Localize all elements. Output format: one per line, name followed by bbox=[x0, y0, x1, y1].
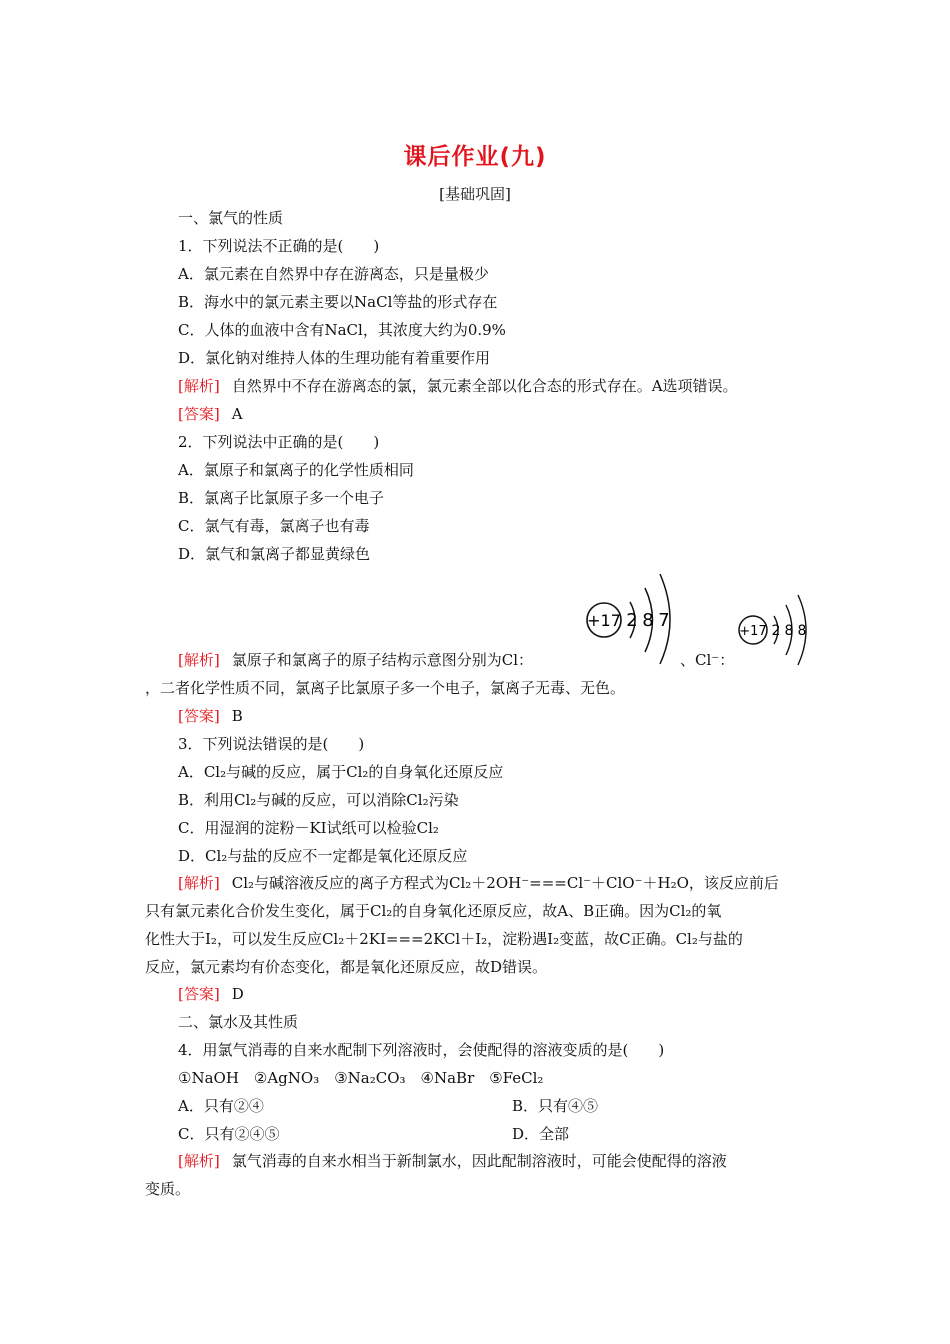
option-c: C．氯气有毒，氯离子也有毒 bbox=[178, 517, 370, 535]
analysis-tag: [解析] bbox=[178, 1152, 220, 1170]
analysis-text: 氯原子和氯离子的原子结构示意图分别为Cl： bbox=[231, 651, 533, 669]
answer-value: B bbox=[231, 707, 243, 725]
chlorine-atom-diagram bbox=[582, 566, 678, 666]
option-a: A．Cl₂与碱的反应，属于Cl₂的自身氧化还原反应 bbox=[178, 763, 504, 781]
analysis-text: 只有氯元素化合价发生变化，属于Cl₂的自身氧化还原反应，故A、B正确。因为Cl₂的氧 bbox=[145, 902, 722, 920]
analysis-line bbox=[178, 376, 738, 396]
answer-tag: [答案] bbox=[178, 707, 220, 725]
option-d: D．Cl₂与盐的反应不一定都是氧化还原反应 bbox=[178, 847, 468, 865]
shell-electrons: 7 bbox=[658, 610, 670, 631]
question-stem: 1．下列说法不正确的是( ) bbox=[178, 237, 380, 255]
option-b: B．只有④⑤ bbox=[512, 1097, 599, 1115]
chloride-ion-diagram bbox=[736, 592, 812, 668]
analysis-tag: [解析] bbox=[178, 377, 220, 395]
shell-electrons: 2 bbox=[771, 623, 781, 639]
part-heading: 二、氯水及其性质 bbox=[178, 1013, 299, 1031]
option-b: B．海水中的氯元素主要以NaCl等盐的形式存在 bbox=[178, 293, 498, 311]
option-c: C．人体的血液中含有NaCl，其浓度大约为0.9% bbox=[178, 321, 506, 339]
shell-electrons: 8 bbox=[642, 610, 654, 631]
shell-electrons: 2 bbox=[626, 610, 638, 631]
option-d: D．氯气和氯离子都显黄绿色 bbox=[178, 545, 371, 563]
nucleus-charge: +17 bbox=[739, 624, 767, 639]
analysis-text: 氯气消毒的自来水相当于新制氯水，因此配制溶液时，可能会使配得的溶液 bbox=[231, 1152, 727, 1170]
option-c: C．只有②④⑤ bbox=[178, 1125, 280, 1143]
analysis-text: Cl₂与碱溶液反应的离子方程式为Cl₂＋2OH⁻===Cl⁻＋ClO⁻＋H₂O，该反应前后 bbox=[231, 874, 779, 892]
answer-tag: [答案] bbox=[178, 405, 220, 423]
option-b: B．氯离子比氯原子多一个电子 bbox=[178, 489, 385, 507]
option-c: C．用湿润的淀粉－KI试纸可以检验Cl₂ bbox=[178, 819, 439, 837]
option-a: A．只有②④ bbox=[178, 1097, 264, 1115]
question-stem: 3．下列说法错误的是( ) bbox=[178, 735, 365, 753]
answer-line bbox=[178, 984, 244, 1004]
analysis-text: 变质。 bbox=[145, 1180, 191, 1198]
nucleus-charge: +17 bbox=[587, 611, 621, 630]
option-b: B．利用Cl₂与碱的反应，可以消除Cl₂污染 bbox=[178, 791, 459, 809]
answer-value: D bbox=[231, 985, 244, 1003]
option-d: D．全部 bbox=[512, 1125, 570, 1143]
analysis-line bbox=[178, 650, 533, 670]
analysis-line bbox=[178, 1151, 727, 1171]
question-stem: 2．下列说法中正确的是( ) bbox=[178, 433, 380, 451]
answer-line bbox=[178, 404, 243, 424]
part-heading: 一、氯气的性质 bbox=[178, 209, 284, 227]
page-title: 课后作业(九) bbox=[403, 144, 547, 170]
shell-electrons: 8 bbox=[784, 623, 794, 639]
analysis-text: ，二者化学性质不同，氯离子比氯原子多一个电子，氯离子无毒、无色。 bbox=[145, 679, 626, 697]
analysis-separator: 、Cl⁻： bbox=[680, 651, 735, 669]
option-a: A．氯元素在自然界中存在游离态，只是量极少 bbox=[178, 265, 489, 283]
question-items: ①NaOH ②AgNO₃ ③Na₂CO₃ ④NaBr ⑤FeCl₂ bbox=[178, 1069, 544, 1087]
answer-value: A bbox=[231, 405, 243, 423]
option-d: D．氯化钠对维持人体的生理功能有着重要作用 bbox=[178, 349, 491, 367]
analysis-text: 反应，氯元素均有价态变化，都是氧化还原反应，故D错误。 bbox=[145, 958, 548, 976]
answer-tag: [答案] bbox=[178, 985, 220, 1003]
analysis-tag: [解析] bbox=[178, 651, 220, 669]
answer-line bbox=[178, 706, 243, 726]
option-a: A．氯原子和氯离子的化学性质相同 bbox=[178, 461, 414, 479]
analysis-text: 化性大于I₂，可以发生反应Cl₂＋2KI===2KCl＋I₂，淀粉遇I₂变蓝，故C正确。Cl₂与盐的 bbox=[145, 930, 743, 948]
question-stem: 4．用氯气消毒的自来水配制下列溶液时，会使配得的溶液变质的是( ) bbox=[178, 1041, 665, 1059]
analysis-line bbox=[178, 873, 779, 893]
shell-electrons: 8 bbox=[797, 623, 807, 639]
analysis-text: 自然界中不存在游离态的氯，氯元素全部以化合态的形式存在。A选项错误。 bbox=[231, 377, 738, 395]
section-tag: [基础巩固] bbox=[439, 185, 511, 203]
analysis-tag: [解析] bbox=[178, 874, 220, 892]
